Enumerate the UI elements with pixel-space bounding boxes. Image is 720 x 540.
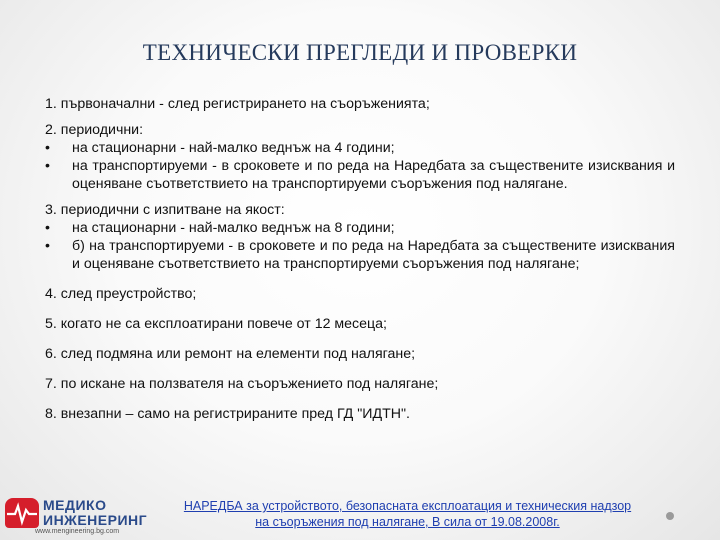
regulation-link-line2: на съоръжения под налягане, В сила от 19.08.2008г. [255, 515, 560, 529]
bullet-icon: • [45, 158, 50, 174]
bullet-text: на стационарни - най-малко веднъж на 8 години; [72, 220, 395, 236]
content-body [45, 95, 675, 423]
bullet-item [45, 157, 675, 193]
regulation-link-line1: НАРЕДБА за устройството, безопасната експлоатация и техническия надзор [183, 499, 632, 513]
list-item: 5. когато не са експлоатирани повече от 12 месеца; [45, 316, 388, 332]
bullet-text: б) на транспортируеми - в сроковете и по реда на Наредбата за съществените изисквания и оценяване съответствието на транспортируеми съоръжения под налягане; [72, 238, 675, 272]
bullet-item [45, 139, 675, 157]
page-title: ТЕХНИЧЕСКИ ПРЕГЛЕДИ И ПРОВЕРКИ [142, 40, 578, 65]
bullet-icon: • [45, 238, 50, 254]
bullet-text: на транспортируеми - в сроковете и по реда на Наредбата за съществените изисквания и оценяване съответствието на транспортируеми съоръжения под налягане. [72, 158, 675, 192]
bullet-icon: • [45, 140, 50, 156]
company-logo [5, 496, 148, 538]
list-item: 6. след подмяна или ремонт на елементи под налягане; [45, 346, 416, 362]
heart-logo-icon [5, 498, 39, 528]
list-item: 3. периодични с изпитване на якост: [45, 202, 285, 218]
bullet-text: на стационарни - най-малко веднъж на 4 години; [72, 140, 395, 156]
logo-text-line1: МЕДИКО [43, 497, 107, 513]
list-item: 2. периодични: [45, 122, 144, 138]
list-item: 7. по искане на ползвателя на съоръжението под налягане; [45, 376, 439, 392]
list-item: 1. първоначални - след регистрирането на съоръженията; [45, 96, 430, 112]
bullet-item [45, 237, 675, 273]
bullet-icon: • [45, 220, 50, 236]
list-item: 4. след преустройство; [45, 286, 197, 302]
logo-url: www.mengineering.bg.com [35, 528, 120, 535]
logo-text-line2: ИНЖЕНЕРИНГ [43, 512, 148, 528]
regulation-link[interactable] [150, 498, 665, 530]
decorative-dot [666, 512, 674, 520]
list-item: 8. внезапни – само на регистрираните пред ГД "ИДТН". [45, 406, 410, 422]
bullet-item [45, 219, 675, 237]
